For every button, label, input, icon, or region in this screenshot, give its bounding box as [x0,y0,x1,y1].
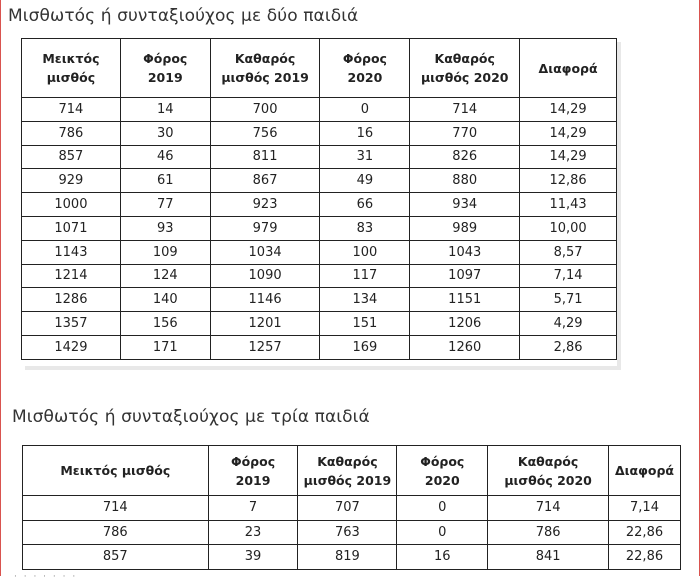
salary-table-two-children [21,38,617,360]
table-cell: 156 [120,312,210,336]
table-row [22,335,617,359]
table-cell: 23 [208,520,298,545]
table-cell: 93 [120,216,210,240]
table-cell: 10,00 [520,216,617,240]
table-cell: 14,29 [520,121,617,145]
table-cell: 140 [120,288,210,312]
table-cell: 134 [320,288,410,312]
table-cell: 929 [22,169,121,193]
table-cell: 714 [488,496,609,521]
table-row [22,121,617,145]
table-cell: 109 [120,240,210,264]
table-cell: 46 [120,145,210,169]
table-cell: 786 [488,520,609,545]
column-header [609,446,681,496]
column-header [520,39,617,98]
table-cell: 1201 [210,312,320,336]
column-header [410,39,520,98]
table-cell: 1143 [22,240,121,264]
column-header-line: Φόρος [342,51,387,66]
table-cell: 14,29 [520,98,617,122]
table-cell: 171 [120,335,210,359]
table-cell: 857 [23,545,209,570]
column-header [488,446,609,496]
table-cell: 880 [410,169,520,193]
table-cell: 700 [210,98,320,122]
section-title-three-children: Μισθωτός ή συνταξιούχος με τρία παιδιά [12,407,370,427]
table-cell: 22,86 [609,545,681,570]
table-cell: 16 [320,121,410,145]
table-cell: 61 [120,169,210,193]
table-cell: 714 [22,98,121,122]
column-header-line: Διαφορά [614,463,675,478]
table-row [23,520,681,545]
table-cell: 770 [410,121,520,145]
table-cell: 923 [210,193,320,217]
column-header-line: Μεικτός [42,51,100,66]
column-header-line: 2019 [147,70,183,85]
table-cell: 826 [410,145,520,169]
table-cell: 1429 [22,335,121,359]
column-header-line: Καθαρός [234,51,296,66]
table-cell: 979 [210,216,320,240]
column-header [298,446,397,496]
table-cell: 756 [210,121,320,145]
table-cell: 0 [397,496,488,521]
column-header-line: Φόρος [230,453,276,469]
table-cell: 714 [23,496,209,521]
column-header-line: μισθός 2019 [303,472,392,488]
table-cell: 2,86 [520,335,617,359]
table-cell: 7,14 [520,264,617,288]
table-cell: 5,71 [520,288,617,312]
table-cell: 151 [320,312,410,336]
table-cell: 786 [22,121,121,145]
salary-table-three-children [22,445,681,570]
table-cell: 1034 [210,240,320,264]
column-header [22,39,121,98]
table-row [22,288,617,312]
table-row [22,193,617,217]
table-shadow-right [617,42,621,368]
table-cell: 169 [320,335,410,359]
table-cell: 867 [210,169,320,193]
table-row [22,216,617,240]
table-cell: 1151 [410,288,520,312]
table-cell: 1043 [410,240,520,264]
table-cell: 786 [23,520,209,545]
table-cell: 1214 [22,264,121,288]
table-cell: 1257 [210,335,320,359]
table-cell: 22,86 [609,520,681,545]
table-row [22,98,617,122]
table-cell: 819 [298,545,397,570]
column-header [23,446,209,496]
table-row [22,264,617,288]
table-cell: 0 [397,520,488,545]
table-cell: 124 [120,264,210,288]
table-cell: 77 [120,193,210,217]
table-cell: 1260 [410,335,520,359]
table-cell: 14,29 [520,145,617,169]
table-cell: 1206 [410,312,520,336]
column-header-line: Καθαρός [317,453,378,469]
table-cell: 31 [320,145,410,169]
table-row [22,145,617,169]
table-cell: 934 [410,193,520,217]
table-cell: 811 [210,145,320,169]
column-header-line: 2020 [347,70,383,85]
column-header-line: 2020 [424,472,460,488]
table-row [22,240,617,264]
column-header-line: 2019 [235,472,271,488]
column-header-line: Φόρος [143,51,188,66]
table-cell: 12,86 [520,169,617,193]
table-cell: 83 [320,216,410,240]
column-header-line: Μεικτός μισθός [60,463,171,478]
table-cell: 1071 [22,216,121,240]
table-cell: 39 [208,545,298,570]
table-header-row [22,39,617,98]
column-header-line: μισθός 2019 [221,70,309,85]
table-header-row [23,446,681,496]
column-header [397,446,488,496]
section-title-two-children: Μισθωτός ή συνταξιούχος με δύο παιδιά [8,6,359,26]
table-cell: 11,43 [520,193,617,217]
table-row [23,496,681,521]
table-cell: 49 [320,169,410,193]
column-header [208,446,298,496]
table-cell: 1146 [210,288,320,312]
table-cell: 30 [120,121,210,145]
table-cell: 7,14 [609,496,681,521]
column-header-line: μισθός 2020 [504,472,592,488]
column-header-line: Διαφορά [538,60,598,76]
table-cell: 857 [22,145,121,169]
table-cell: 714 [410,98,520,122]
column-header-line: Καθαρός [434,51,495,66]
column-header-line: μισθός 2020 [420,70,509,85]
table-cell: 1286 [22,288,121,312]
table-row [22,312,617,336]
table-cell: 4,29 [520,312,617,336]
column-header-line: Φόρος [420,453,465,469]
table-cell: 66 [320,193,410,217]
table-cell: 1090 [210,264,320,288]
table-row [23,545,681,570]
column-header [120,39,210,98]
table-cell: 0 [320,98,410,122]
table-cell: 14 [120,98,210,122]
table-cell: 763 [298,520,397,545]
table-shadow-bottom [25,366,621,370]
column-header [320,39,410,98]
column-header-line: μισθός [46,70,96,85]
table-cell: 7 [208,496,298,521]
cut-off-text-line: · · · · · · · [14,572,78,582]
table-cell: 841 [488,545,609,570]
table-cell: 16 [397,545,488,570]
column-header-line: Καθαρός [517,453,579,469]
table-cell: 989 [410,216,520,240]
table-cell: 1357 [22,312,121,336]
table-cell: 117 [320,264,410,288]
table-cell: 707 [298,496,397,521]
column-header [210,39,320,98]
table-cell: 100 [320,240,410,264]
table-cell: 1000 [22,193,121,217]
table-row [22,169,617,193]
table-cell: 8,57 [520,240,617,264]
table-cell: 1097 [410,264,520,288]
